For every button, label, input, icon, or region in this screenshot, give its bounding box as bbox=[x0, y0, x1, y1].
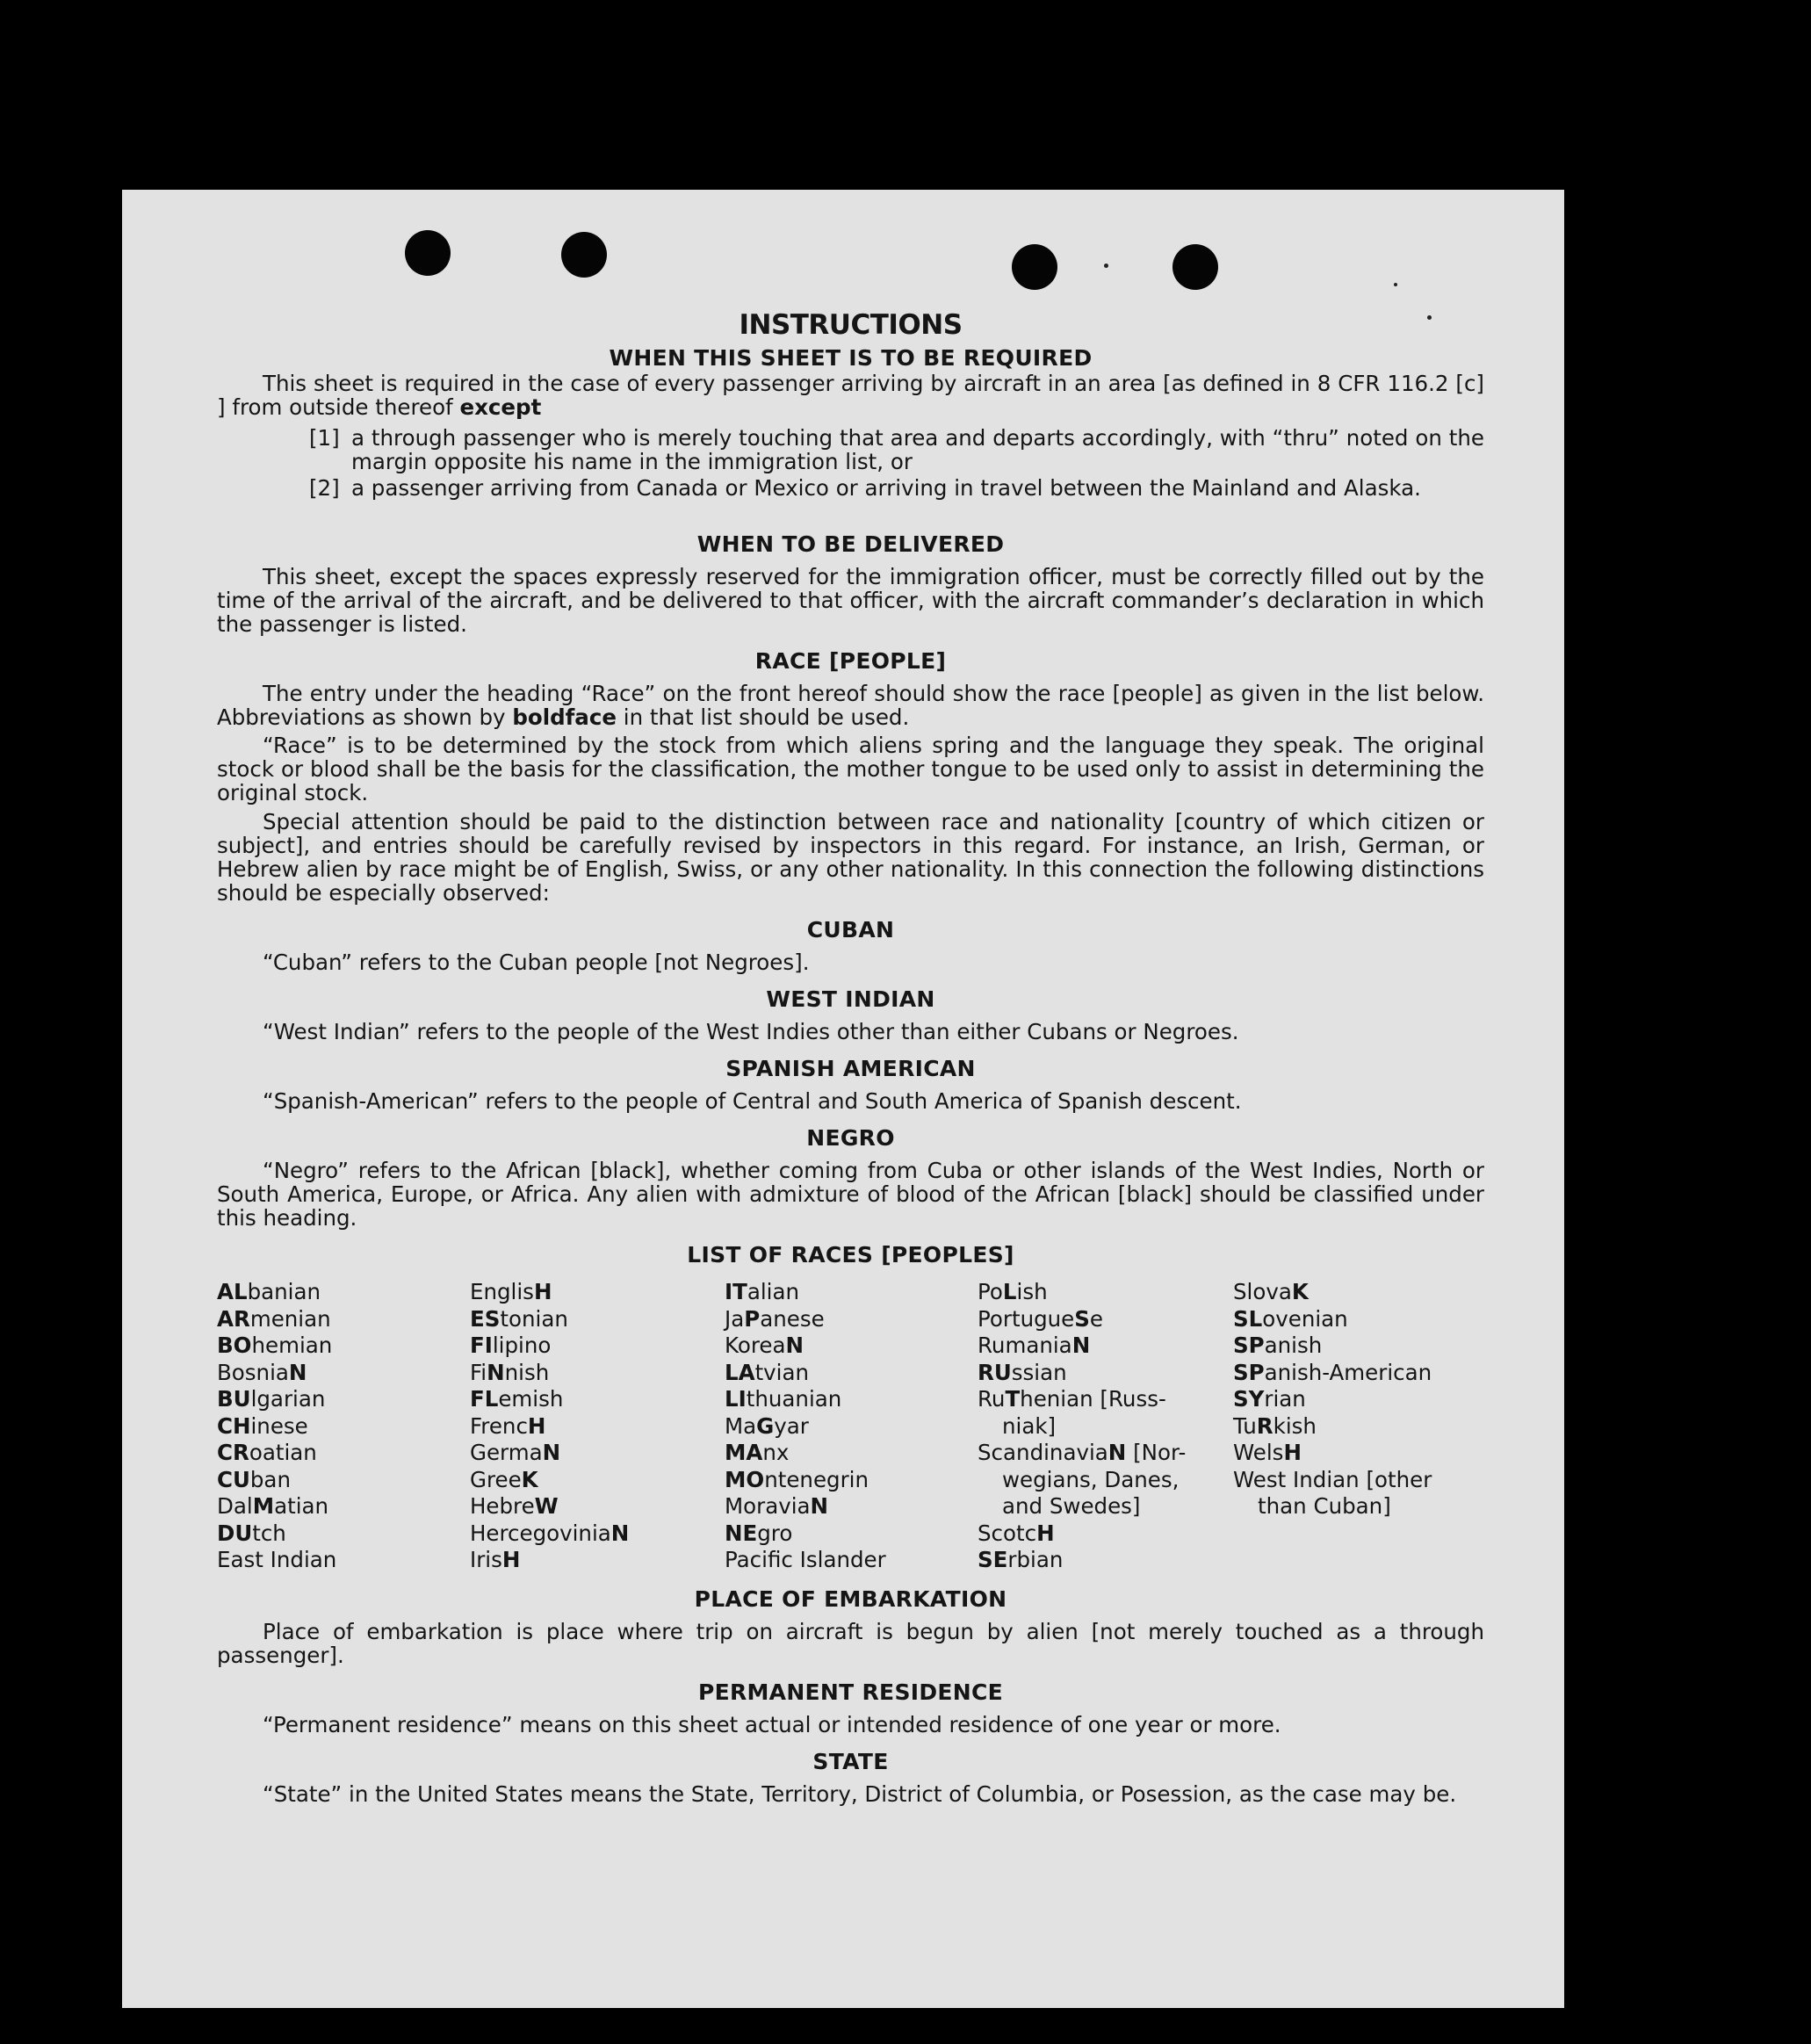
race-entry: ScotcH bbox=[978, 1520, 1055, 1546]
required-item-1: [1] a through passenger who is merely touching that area and departs accordingly, with “thru” noted on the margin opposite his name in the immigration list, or bbox=[309, 425, 1484, 474]
race-entry: FIlipino bbox=[470, 1333, 552, 1358]
race-entry: niak] bbox=[1002, 1412, 1057, 1439]
races-column bbox=[978, 1279, 1233, 1574]
race-entry: East Indian bbox=[217, 1547, 337, 1572]
west-indian-text: “West Indian” refers to the people of the West Indies other than either Cubans or Negroes. bbox=[263, 1019, 1239, 1044]
section-heading-negro: NEGRO bbox=[806, 1125, 895, 1151]
race-paragraph-1: The entry under the heading “Race” on the front hereof should show the race [people] as given in the list below. Abbreviations as shown by boldface in that list should be used. bbox=[217, 681, 1484, 730]
required-item-2: [2] a passenger arriving from Canada or Mexico or arriving in travel between the Mainland and Alaska. bbox=[309, 475, 1421, 501]
section-heading-cuban: CUBAN bbox=[806, 917, 895, 943]
race-entry: RUssian bbox=[978, 1359, 1067, 1385]
section-heading-race: RACE [PEOPLE] bbox=[754, 648, 947, 674]
punch-hole bbox=[561, 232, 607, 278]
race-entry: BOhemian bbox=[217, 1333, 333, 1358]
section-heading-races-list: LIST OF RACES [PEOPLES] bbox=[687, 1242, 1014, 1268]
section-heading-residence: PERMANENT RESIDENCE bbox=[697, 1679, 1004, 1705]
race-entry: SPanish bbox=[1233, 1333, 1323, 1358]
race-entry: CRoatian bbox=[217, 1440, 317, 1465]
scan-speck bbox=[1394, 283, 1397, 286]
embarkation-text: Place of embarkation is place where trip on aircraft is begun by alien [not merely touched as a through passenger]. bbox=[217, 1618, 1484, 1668]
state-text: “State” in the United States means the State, Territory, District of Columbia, or Posession, as the case may be. bbox=[263, 1780, 1457, 1807]
race-entry: ALbanian bbox=[217, 1279, 321, 1304]
section-heading-embarkation: PLACE OF EMBARKATION bbox=[694, 1585, 1007, 1612]
section-heading-required: WHEN THIS SHEET IS TO BE REQUIRED bbox=[609, 345, 1093, 371]
section-heading-spanish-american: SPANISH AMERICAN bbox=[725, 1056, 976, 1081]
race-entry: SYrian bbox=[1233, 1386, 1306, 1412]
races-column bbox=[725, 1279, 978, 1574]
race-entry: BUlgarian bbox=[217, 1386, 326, 1412]
race-entry: SlovaK bbox=[1233, 1279, 1309, 1304]
residence-text: “Permanent residence” means on this sheet actual or intended residence of one year or more. bbox=[263, 1711, 1281, 1737]
race-entry: ARmenian bbox=[217, 1305, 331, 1332]
section-heading-delivered: WHEN TO BE DELIVERED bbox=[696, 531, 1005, 557]
race-entry: GermaN bbox=[470, 1440, 561, 1465]
punch-hole bbox=[1012, 244, 1057, 290]
punch-hole bbox=[1172, 244, 1218, 290]
race-entry: KoreaN bbox=[725, 1333, 804, 1358]
race-entry: and Swedes] bbox=[1002, 1493, 1141, 1519]
race-entry: than Cuban] bbox=[1258, 1493, 1391, 1519]
race-entry: FLemish bbox=[470, 1386, 564, 1412]
section-heading-west-indian: WEST INDIAN bbox=[766, 986, 935, 1012]
races-column bbox=[470, 1279, 725, 1574]
race-entry: HebreW bbox=[470, 1493, 559, 1519]
race-entry: Pacific Islander bbox=[725, 1547, 886, 1572]
race-entry: EnglisH bbox=[470, 1279, 552, 1304]
race-entry: DalMatian bbox=[217, 1493, 329, 1519]
race-entry: RumaniaN bbox=[978, 1333, 1091, 1358]
race-paragraph-2: “Race” is to be determined by the stock from which aliens spring and the language they speak. The original stock or blood shall be the basis for the classification, the mother tongue to be used only to assist in determining the original stock. bbox=[217, 733, 1484, 805]
race-entry: MOntenegrin bbox=[725, 1466, 869, 1492]
race-entry: MaGyar bbox=[725, 1412, 809, 1439]
race-entry: TuRkish bbox=[1233, 1412, 1317, 1439]
races-list bbox=[217, 1279, 1484, 1574]
instructions-content bbox=[217, 308, 1484, 1806]
punch-hole bbox=[405, 230, 451, 276]
race-entry: GreeK bbox=[470, 1466, 538, 1492]
race-entry: JaPanese bbox=[725, 1305, 825, 1332]
race-entry: RuThenian [Russ- bbox=[978, 1386, 1166, 1412]
race-entry: DUtch bbox=[217, 1520, 286, 1546]
page-title: INSTRUCTIONS bbox=[739, 309, 963, 341]
section-heading-state: STATE bbox=[812, 1748, 889, 1774]
race-paragraph-3: Special attention should be paid to the distinction between race and nationality [country of which citizen or subject], and entries should be carefully revised by inspectors in this regard. For instance, an Irish, German, or Hebrew alien by race might be of English, Swiss, or any other nationality. In this connection the following distinctions should be especially observed: bbox=[217, 809, 1484, 906]
race-entry: PoLish bbox=[978, 1279, 1048, 1304]
scan-speck bbox=[1104, 264, 1108, 268]
races-column bbox=[217, 1279, 470, 1574]
race-entry: BosniaN bbox=[217, 1359, 307, 1385]
race-entry: MoraviaN bbox=[725, 1493, 829, 1519]
document-sheet bbox=[122, 190, 1564, 2008]
race-entry: PortugueSe bbox=[978, 1305, 1103, 1332]
race-entry: EStonian bbox=[470, 1305, 568, 1332]
race-entry: MAnx bbox=[725, 1440, 790, 1465]
race-entry: WelsH bbox=[1233, 1440, 1302, 1465]
race-entry: ITalian bbox=[725, 1279, 799, 1304]
cuban-text: “Cuban” refers to the Cuban people [not Negroes]. bbox=[263, 950, 810, 975]
race-entry: West Indian [other bbox=[1233, 1466, 1432, 1492]
delivered-text: This sheet, except the spaces expressly reserved for the immigration officer, must be correctly filled out by the time of the arrival of the aircraft, and be delivered to that officer, with the aircraft commander’s declaration in which the passenger is listed. bbox=[217, 564, 1484, 637]
race-entry: CUban bbox=[217, 1466, 291, 1492]
race-entry: CHinese bbox=[217, 1412, 308, 1439]
race-entry: LAtvian bbox=[725, 1359, 810, 1385]
spanish-american-text: “Spanish-American” refers to the people of Central and South America of Spanish descent. bbox=[263, 1088, 1242, 1114]
race-entry: IrisH bbox=[470, 1547, 521, 1572]
race-entry: SPanish-American bbox=[1233, 1359, 1432, 1385]
negro-text: “Negro” refers to the African [black], whether coming from Cuba or other islands of the West Indies, North or South America, Europe, or Africa. Any alien with admixture of blood of the African [black] should be classified under this heading. bbox=[217, 1158, 1484, 1231]
race-entry: NEgro bbox=[725, 1520, 793, 1546]
race-entry: FiNnish bbox=[470, 1359, 550, 1385]
races-column bbox=[1233, 1279, 1484, 1574]
race-entry: wegians, Danes, bbox=[1002, 1466, 1180, 1492]
race-entry: HercegoviniaN bbox=[470, 1520, 630, 1546]
race-entry: LIthuanian bbox=[725, 1386, 842, 1412]
race-entry: FrencH bbox=[470, 1412, 546, 1439]
race-entry: SErbian bbox=[978, 1547, 1064, 1572]
race-entry: SLovenian bbox=[1233, 1305, 1348, 1332]
race-entry: ScandinaviaN [Nor- bbox=[978, 1440, 1187, 1465]
required-intro: This sheet is required in the case of every passenger arriving by aircraft in an area [as defined in 8 CFR 116.2 [c] ] from outside thereof except bbox=[217, 371, 1484, 420]
